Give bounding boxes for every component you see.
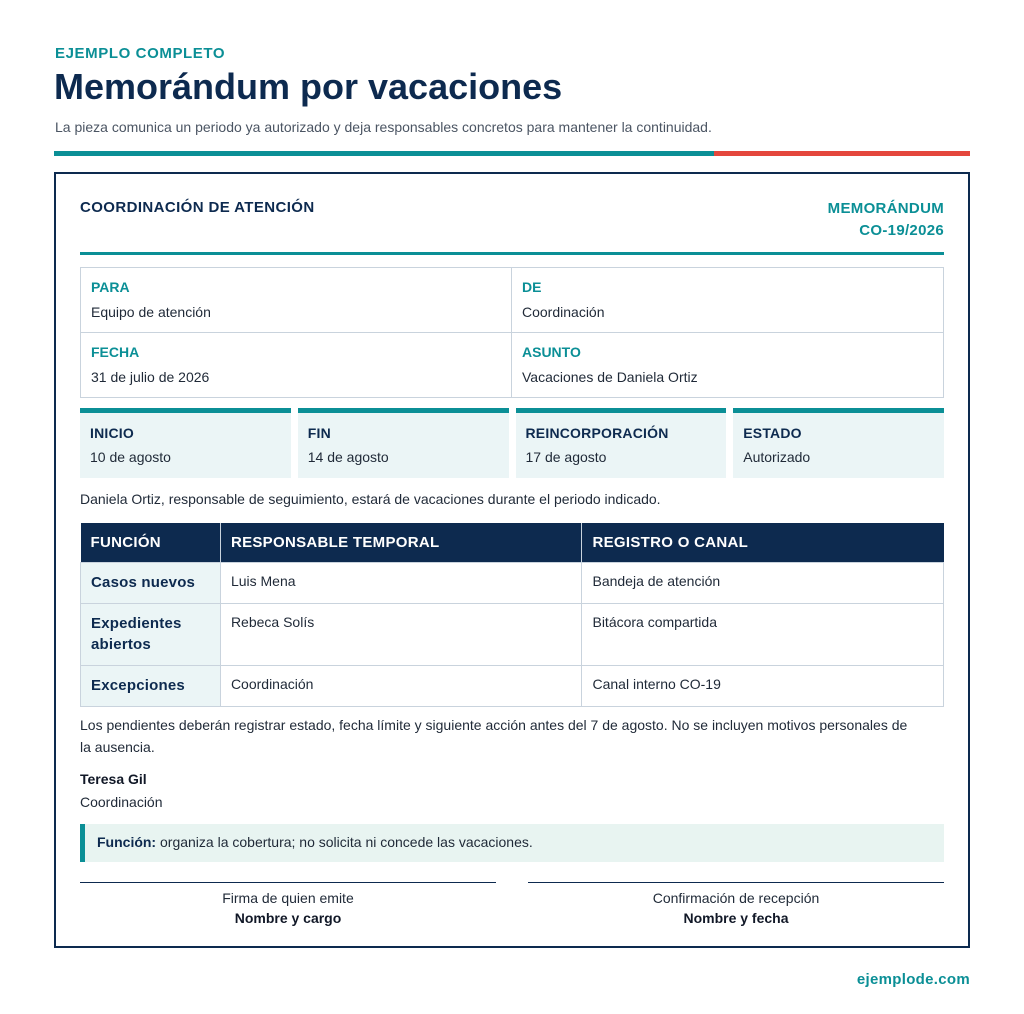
table-cell-function: Excepciones xyxy=(81,665,221,706)
signature-issuer xyxy=(80,882,496,926)
signature-detail: Nombre y cargo xyxy=(234,910,342,926)
signer-role: Coordinación xyxy=(80,794,163,810)
table-cell-responsible: Rebeca Solís xyxy=(220,603,582,665)
date-card-value: Autorizado xyxy=(743,449,811,465)
table-header-cell: FUNCIÓN xyxy=(81,523,221,562)
function-note xyxy=(80,824,944,862)
field-asunto-value: Vacaciones de Daniela Ortiz xyxy=(522,369,698,385)
function-note-label: Función: xyxy=(97,834,157,850)
memo-organization: COORDINACIÓN DE ATENCIÓN xyxy=(80,199,315,216)
table-header-row xyxy=(81,523,944,562)
table-cell-function: Casos nuevos xyxy=(81,562,221,603)
table-cell-responsible: Luis Mena xyxy=(220,562,582,603)
header-rule xyxy=(54,151,970,156)
field-fecha xyxy=(81,333,512,397)
function-note-text: organiza la cobertura; no solicita ni concede las vacaciones. xyxy=(156,834,533,850)
table-header-cell: REGISTRO O CANAL xyxy=(582,523,944,562)
eyebrow-label: EJEMPLO COMPLETO xyxy=(55,45,226,62)
date-card-reincorporacion xyxy=(516,408,727,478)
memo-doc-code: CO-19/2026 xyxy=(859,222,944,239)
field-fecha-label: FECHA xyxy=(91,344,140,360)
field-asunto xyxy=(512,333,943,397)
date-card-value: 10 de agosto xyxy=(90,449,171,465)
table-row xyxy=(81,562,944,603)
field-fecha-value: 31 de julio de 2026 xyxy=(91,369,210,385)
table-row xyxy=(81,665,944,706)
signer-name: Teresa Gil xyxy=(80,771,147,787)
date-card-inicio xyxy=(80,408,291,478)
field-para-label: PARA xyxy=(91,279,130,295)
date-card-estado xyxy=(733,408,944,478)
field-de-value: Coordinación xyxy=(522,304,605,320)
coverage-table xyxy=(80,523,944,707)
table-row xyxy=(81,603,944,665)
table-cell-channel: Bitácora compartida xyxy=(582,603,944,665)
page-subtitle: La pieza comunica un periodo ya autorizado y deja responsables concretos para mantener la continuidad. xyxy=(55,119,712,135)
header-rule-red xyxy=(714,151,970,156)
signature-caption: Confirmación de recepción xyxy=(652,890,820,906)
date-card-label: INICIO xyxy=(90,425,134,441)
date-card-label: REINCORPORACIÓN xyxy=(525,425,669,441)
table-cell-responsible: Coordinación xyxy=(220,665,582,706)
date-card-value: 14 de agosto xyxy=(307,449,389,465)
memo-info-grid xyxy=(80,267,944,398)
table-cell-channel: Bandeja de atención xyxy=(582,562,944,603)
field-de xyxy=(512,268,943,333)
signature-caption: Firma de quien emite xyxy=(222,890,354,906)
memo-identifier xyxy=(828,198,944,242)
date-card-fin xyxy=(298,408,509,478)
field-asunto-label: ASUNTO xyxy=(522,344,581,360)
field-de-label: DE xyxy=(522,279,542,295)
memo-doc-type: MEMORÁNDUM xyxy=(827,200,944,217)
field-para xyxy=(81,268,512,333)
header-rule-teal xyxy=(54,151,714,156)
date-card-label: ESTADO xyxy=(743,425,802,441)
memo-intro: Daniela Ortiz, responsable de seguimiento, estará de vacaciones durante el periodo indicado. xyxy=(80,491,661,507)
table-header-cell: RESPONSABLE TEMPORAL xyxy=(220,523,582,562)
signature-detail: Nombre y fecha xyxy=(683,910,789,926)
date-card-value: 17 de agosto xyxy=(525,449,607,465)
page-title: Memorándum por vacaciones xyxy=(54,66,563,107)
footer-site-link[interactable]: ejemplode.com xyxy=(856,971,970,988)
signature-receipt xyxy=(528,882,944,926)
table-cell-function: Expedientes abiertos xyxy=(81,603,221,665)
memo-closing: Los pendientes deberán registrar estado, fecha límite y siguiente acción antes del 7 de agosto. No se incluyen motivos personales de la ausencia. xyxy=(80,717,908,755)
field-para-value: Equipo de atención xyxy=(91,304,211,320)
memo-document xyxy=(54,172,970,948)
date-cards xyxy=(80,408,944,478)
date-card-label: FIN xyxy=(307,425,331,441)
memo-divider xyxy=(80,252,944,255)
table-cell-channel: Canal interno CO-19 xyxy=(582,665,944,706)
